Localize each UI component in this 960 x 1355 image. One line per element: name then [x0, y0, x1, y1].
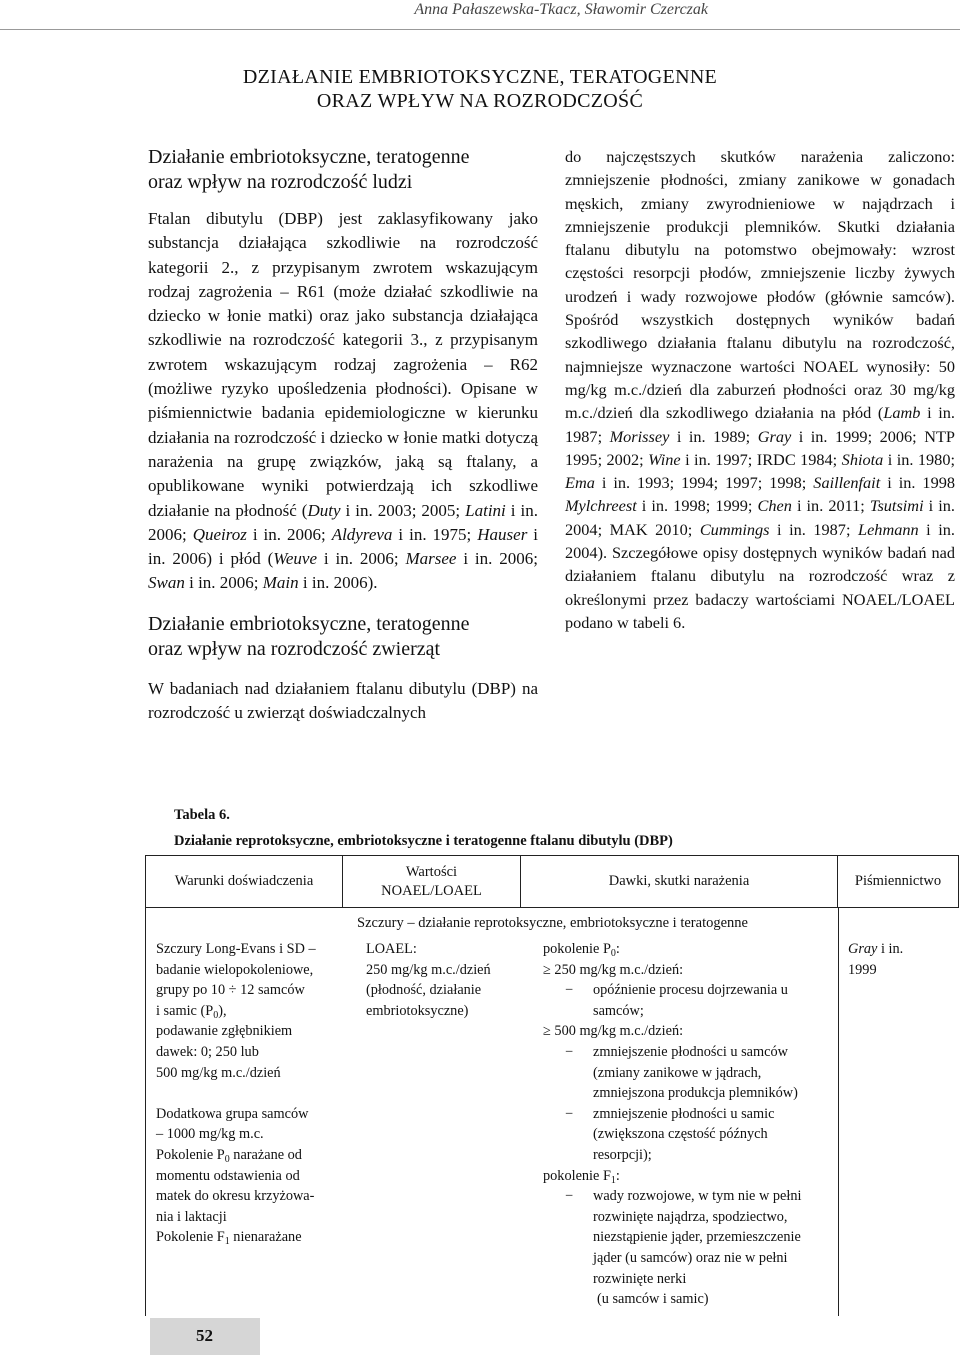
table-cell-values: LOAEL: 250 mg/kg m.c./dzień (płodność, działanie embriotoksyczne) — [366, 941, 491, 1019]
section-heading-humans-line1: Działanie embriotoksyczne, teratogenne — [148, 146, 470, 168]
table-header-effects: Dawki, skutki narażenia — [521, 856, 838, 908]
chapter-title-line1: DZIAŁANIE EMBRIOTOKSYCZNE, TERATOGENNE — [242, 66, 718, 88]
section-heading-humans — [148, 145, 538, 195]
table-header-conditions: Warunki doświadczenia — [146, 856, 343, 908]
data-table — [145, 855, 959, 1316]
page-number-box — [150, 1318, 260, 1355]
table-span-row: Szczury – działanie reprotoksyczne, embriotoksyczne i teratogenne — [357, 915, 748, 931]
table-caption: Działanie reprotoksyczne, embriotoksyczne i teratogenne ftalanu dibutylu (DBP) — [174, 833, 673, 849]
section-heading-animals-line1: Działanie embriotoksyczne, teratogenne — [148, 612, 470, 635]
table-column-divider — [838, 908, 839, 1316]
table-header-refs: Piśmiennictwo — [838, 856, 959, 908]
effect-list-item: − zmniejszenie płodności u samic (zwiększona częstość późnych resorpcji); — [543, 1104, 828, 1166]
effect-list-item: − wady rozwojowe, w tym nie w pełni rozwinięte najądrza, spodziectwo, niezstąpienie jąder, przemieszczenie jąder (u samców) oraz nie w pełni rozwinięte nerki — [543, 1186, 828, 1289]
table-cell-conditions: Szczury Long-Evans i SD – badanie wielopokoleniowe, grupy po 10 ÷ 12 samców i samic $(P_0)$, podawanie zgłębnikiem dawek: 0; 250 lub 500 mg/kg m.c./dzień Dodatkowa grupa samców – 1000 mg/kg m.c. Pokolenie $P_0$ narażane od momentu odstawienia od matek do okresu krzyżowa- nia i laktacji Pokolenie $F_1$ nienarażane — [156, 941, 316, 1248]
chapter-title-line2: ORAZ WPŁYW NA ROZRODCZOŚĆ — [316, 90, 644, 112]
section-paragraph-humans: Ftalan dibutylu (DBP) jest zaklasyfikowany jako substancja działająca szkodliwie na rozrodczość kategorii 2., z przypisanym zwrotem wskazującym rodzaj zagrożenia – R61 (może działać szkodliwie na dziecko w łonie matki) oraz jako substancja działająca szkodliwie na rozrodczość kategorii 3., z przypisanym zwrotem wskazującym rodzaj zagrożenia – R62 (możliwe ryzyko upośledzenia płodności). Opisane w piśmiennictwie badania epidemiologiczne w kierunku działania na rozrodczość i dziecko w łonie matki dotyczą narażenia na grupę związków, jaką są ftalany, a opublikowane wyniki potwierdzają ich szkodliwe działanie na płodność (Duty i in. 2003; 2005; Latini i in. 2006; Queiroz i in. 2006; Aldyreva i in. 1975; Hauser i in. 2006) i płód (Weuve i in. 2006; Marsee i in. 2006; Swan i in. 2006; Main i in. 2006). — [148, 209, 539, 593]
table-cell-refs: Gray i in. 1999 — [848, 941, 904, 978]
right-column-paragraph: do najczęstszych skutków narażenia zaliczono: zmniejszenie płodności, zmiany zanikowe w gonadach męskich, zmiany zwyrodnieniowe w najądrzach i zmniejszenie produkcji plemników. Skutki działania ftalanu dibutylu na potomstwo obejmowały: wzrost częstości resorpcji płodów, zmniejszenie liczby żywych urodzeń i wady rozwojowe płodów (głównie samców). Spośród wszystkich dostępnych wyników badań szkodliwego działania ftalanu dibutylu na rozrodczość, najmniejsze wyznaczone wartości NOAEL wynosiły: 50 mg/kg m.c./dzień dla zaburzeń płodności oraz 30 mg/kg m.c./dzień dla szkodliwego działania na płód (Lamb i in. 1987; Morissey i in. 1989; Gray i in. 1999; 2006; NTP 1995; 2002; Wine i in. 1997; IRDC 1984; Shiota i in. 1980; Ema i in. 1993; 1994; 1997; 1998; Saillenfait i in. 1998 Mylchreest i in. 1998; 1999; Chen i in. 2011; Tsutsimi i in. 2004; MAK 2010; Cummings i in. 1987; Lehmann i in. 2004). Szczegółowe opisy dostępnych wyników badań nad działaniem ftalanu dibutylu na rozrodczość wraz z określonymi przez badaczy wartościami NOAEL/LOAEL podano w tabeli 6. — [565, 147, 955, 632]
chapter-title — [150, 65, 810, 113]
effect-list-item: − zmniejszenie płodności u samców (zmiany zanikowe w jądrach, zmniejszona produkcja plemników) — [543, 1042, 828, 1104]
page-number: 52 — [196, 1326, 213, 1345]
section-heading-humans-line2: oraz wpływ na rozrodczość ludzi — [148, 171, 413, 193]
table-label: Tabela 6. — [174, 807, 230, 823]
section-heading-animals-line2: oraz wpływ na rozrodczość zwierząt — [148, 637, 441, 660]
section-paragraph-animals: W badaniach nad działaniem ftalanu dibutylu (DBP) na rozrodczość u zwierząt doświadczalnych — [148, 678, 538, 723]
running-header-authors: Anna Pałaszewska-Tkacz, Sławomir Czerczak — [414, 1, 708, 18]
section-heading-animals — [148, 612, 538, 662]
table-header-values: Wartości NOAEL/LOAEL — [343, 856, 521, 908]
table-cell-effects: pokolenie $P_0$: ≥ 250 mg/kg m.c./dzień: − opóźnienie procesu dojrzewania u samców; ≥ 500 mg/kg m.c./dzień: − zmniejszenie płodności u samców (zmiany zanikowe w jądrach, zmniejszona produkcja plemników) − zmniejszenie płodności u samic (zwiększona częstość późnych resorpcji); pokolenie $F_1$: − wady rozwojowe, w tym nie w pełni rozwinięte najądrza, spodziectwo, niezstąpienie jąder, przemieszczenie jąder (u samców) oraz nie w pełni rozwinięte nerki (u samców i samic) — [543, 939, 828, 1310]
right-column — [565, 145, 955, 634]
header-divider — [0, 29, 960, 30]
effect-list-item: − opóźnienie procesu dojrzewania u samców; — [543, 980, 828, 1021]
left-column — [148, 145, 538, 725]
